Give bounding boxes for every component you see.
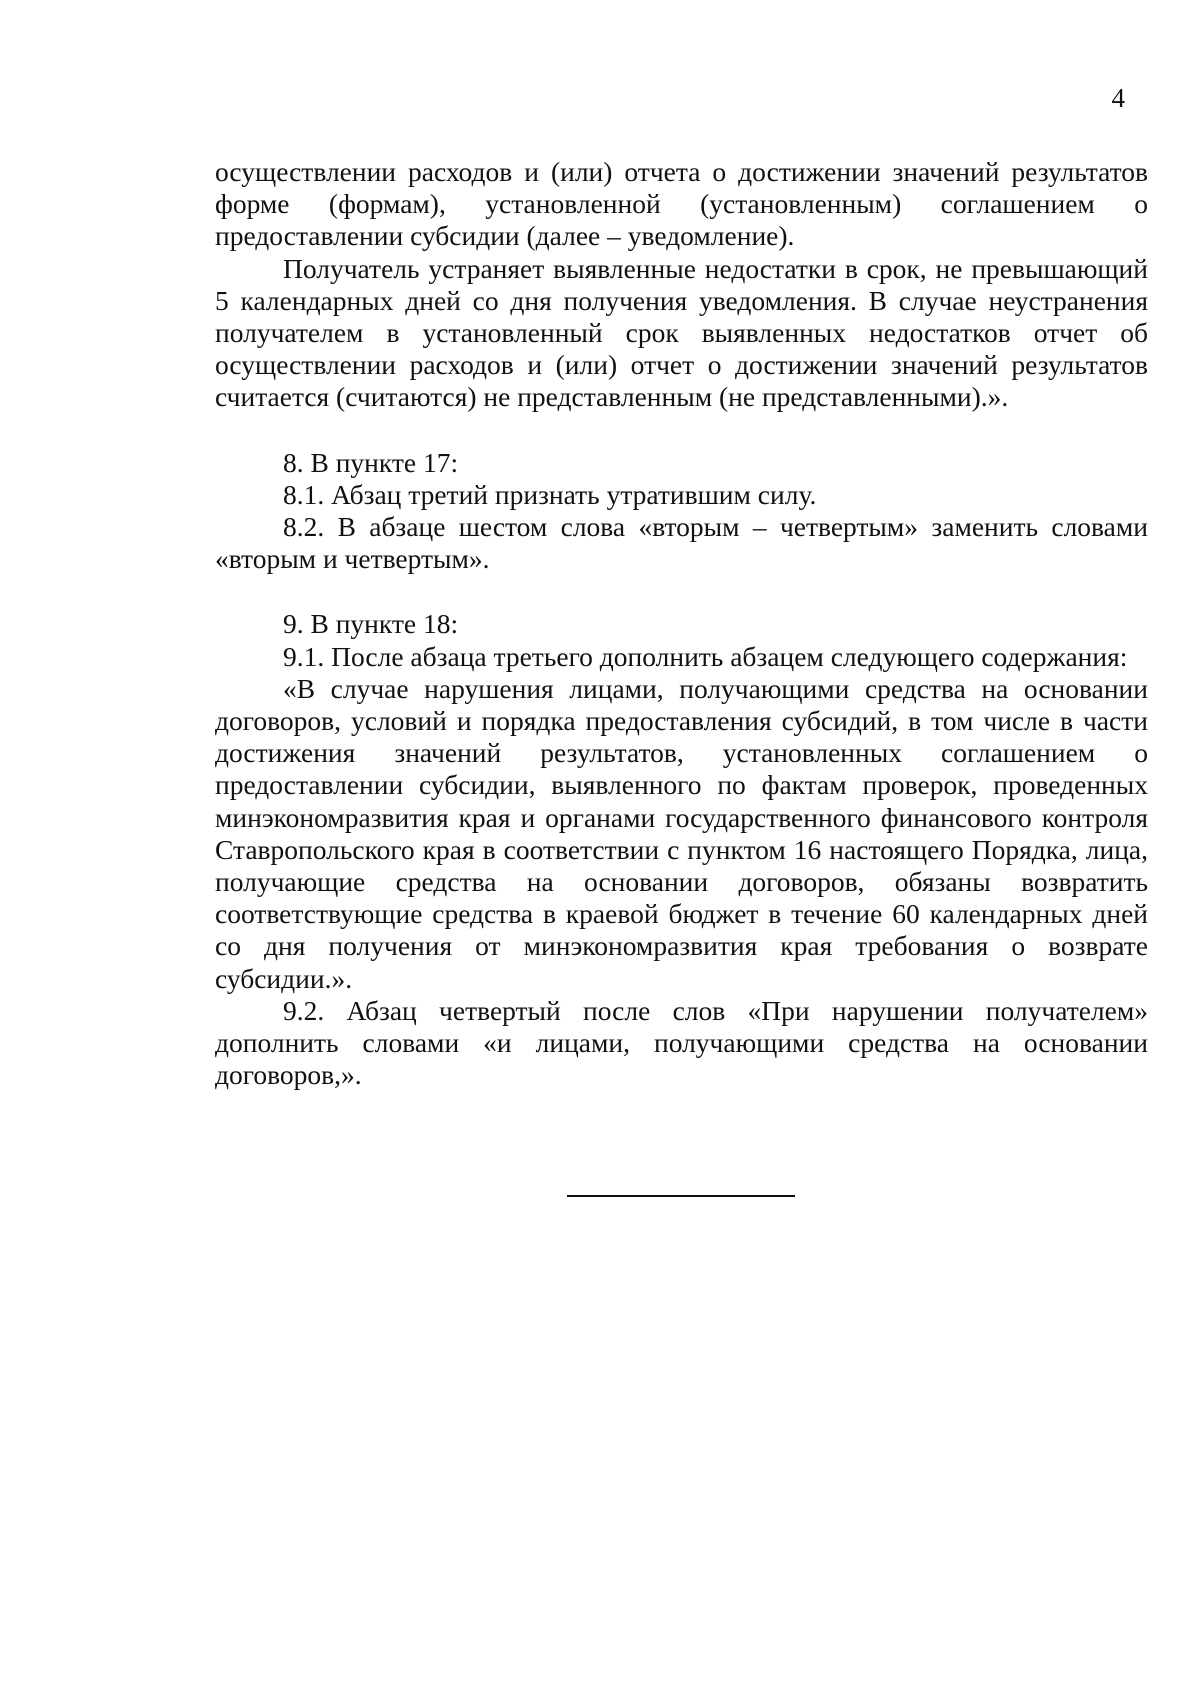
paragraph-item-8-2: 8.2. В абзаце шестом слова «вторым – четвертым» заменить словами «вторым и четвертым».	[215, 511, 1148, 575]
paragraph-item-9-1: 9.1. После абзаца третьего дополнить абзацем следующего содержания:	[283, 640, 1128, 672]
paragraph-continuation: осуществлении расходов и (или) отчета о достижении значений результатов форме (формам), установленной (установленным) соглашением о предоставлении субсидии (далее – уведомление).	[215, 156, 1148, 252]
paragraph-gap	[215, 414, 1148, 447]
paragraph-gap	[215, 575, 1148, 608]
paragraph-item-8: 8. В пункте 17:	[283, 446, 459, 478]
paragraph-item-9: 9. В пункте 18:	[283, 608, 459, 640]
paragraph-item-9-2: 9.2. Абзац четвертый после слов «При нарушении получателем» дополнить словами «и лицами, получающими средства на основании договоров,».	[215, 994, 1148, 1091]
paragraph-inserted-text: «В случае нарушения лицами, получающими средства на основании договоров, условий и порядка предоставления субсидий, в том числе в части достижения значений результатов, установленных соглашением о предоставлении субсидии, выявленного по фактам проверок, проведенных минэкономразвития края и органами государственного финансового контроля Ставропольского края в соответствии с пунктом 16 настоящего Порядка, лица, получающие средства на основании договоров, обязаны возвратить соответствующие средства в краевой бюджет в течение 60 календарных дней со дня получения от минэкономразвития края требования о возврате субсидии.».	[215, 672, 1148, 994]
paragraph-deficiency-correction: Получатель устраняет выявленные недостатки в срок, не превышающий 5 календарных дней со дня получения уведомления. В случае неустранения получателем в установленный срок выявленных недостатков отчет об осуществлении расходов и (или) отчет о достижении значений результатов считается (считаются) не представленным (не представленными).».	[215, 252, 1148, 413]
end-of-document-rule	[567, 1195, 795, 1197]
document-body	[215, 156, 1148, 1091]
paragraph-item-8-1: 8.1. Абзац третий признать утратившим силу.	[283, 478, 817, 510]
page-number: 4	[1111, 83, 1125, 113]
